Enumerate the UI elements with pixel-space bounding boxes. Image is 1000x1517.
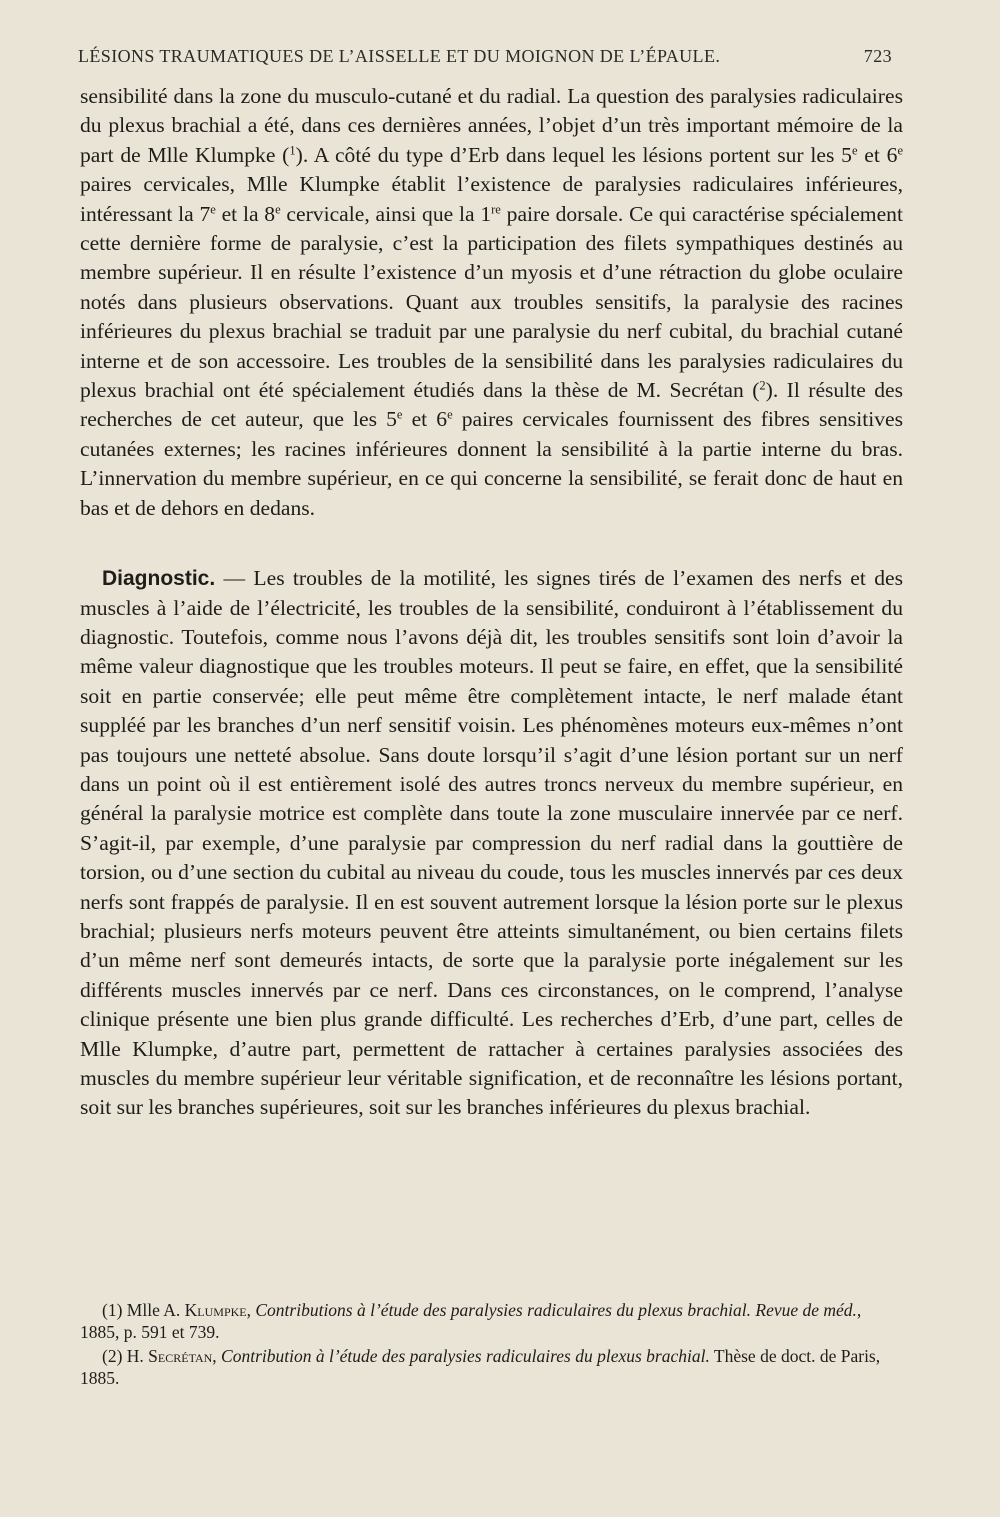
text-run: ). A côté du type d’Erb dans lequel les lésions portent sur les 5 (295, 142, 852, 167)
running-header (78, 46, 892, 67)
diagnostic-text: — Les troubles de la motilité, les signes tirés de l’examen des nerfs et des muscles à l’aide de l’électricité, les troubles de la sensibilité, conduiront à l’établissement du diagnostic. Toutefois, comme nous l’avons déjà dit, les troubles sensitifs sont loin d’avoir la même valeur diagnostique que les troubles moteurs. Il peut se faire, en effet, que la sensibilité soit en partie conservée; elle peut même être complètement intacte, le nerf malade étant suppléé par les branches d’un nerf sensitif voisin. Les phénomènes moteurs eux-mêmes n’ont pas toujours une netteté absolue. Sans doute lorsqu’il s’agit d’une lésion portant sur un nerf dans un point où il est entièrement isolé des autres troncs nerveux du membre supérieur, en général la paralysie motrice est complète dans toute la zone musculaire innervée par ce nerf. S’agit-il, par exemple, d’une paralysie par compression du nerf radial dans la gouttière de torsion, ou d’une section du cubital au niveau du coude, tous les muscles innervés par ces deux nerfs sont frappés de paralysie. Il en est souvent autrement lorsque la lésion porte sur le plexus brachial; plusieurs nerfs moteurs peuvent être atteints simultanément, ou bien certains filets d’un même nerf sont demeurés intacts, de sorte que la paralysie porte inégalement sur les différents muscles innervés par ce nerf. Dans ces circonstances, on le comprend, l’analyse clinique présente une bien plus grande difficulté. Les recherches d’Erb, d’une part, celles de Mlle Klumpke, d’autre part, permettent de rattacher à certaines paralysies associées des muscles du membre supérieur leur véritable signification, et de reconnaître les lésions portant, soit sur les branches supérieures, soit sur les branches inférieures du plexus brachial. (80, 566, 903, 1120)
footnote-author: Klumpke (184, 1300, 247, 1320)
text-run: et 6 (857, 142, 898, 167)
footnote-title: Contribution à l’étude des paralysies radiculaires du plexus brachial. (221, 1346, 710, 1366)
superscript: e (851, 143, 858, 158)
text-run: cervicale, ainsi que la 1 (280, 201, 492, 226)
footnote-ref-1: 1 (289, 143, 296, 158)
text-run: paires cervicales, Mlle Klumpke établit l’existence de paralysies radiculaires inférieures, intéressant la 7 (80, 172, 903, 226)
section-heading-diagnostic: Diagnostic. (102, 567, 216, 591)
text-run: ). Il résulte des recherches de cet auteur, que les 5 (80, 378, 903, 432)
paragraph-gap (80, 523, 903, 564)
text-run: et 6 (402, 407, 448, 432)
main-text (80, 82, 903, 1123)
superscript: e (210, 202, 216, 217)
footnotes (80, 1300, 903, 1389)
footnote-sep: , (246, 1300, 256, 1320)
footnote-ref-details: , 1885, p. 591 et 739. (80, 1300, 862, 1342)
page-number: 723 (863, 46, 892, 66)
footnote-author: Secrétan (148, 1346, 213, 1366)
footnote-2 (80, 1346, 903, 1389)
paragraph-sensibility (80, 82, 903, 523)
superscript: e (275, 202, 281, 217)
footnote-prefix: H. (122, 1346, 149, 1366)
superscript: e (447, 407, 453, 422)
footnote-ref-details: Thèse de doct. de Paris, 1885. (80, 1346, 881, 1388)
text-run: sensibilité dans la zone du musculo-cutané et du radial. La question des paralysies radiculaires du plexus brachial a été, dans ces dernières années, l’objet d’un très important mémoire de la part de Mlle Klumpke ( (80, 84, 903, 167)
text-run: paires cervicales fournissent des fibres sensitives cutanées externes; les racines inférieures donnent la sensibilité à la partie interne du bras. L’innervation du membre supérieur, en ce qui concerne la sensibilité, se ferait donc de haut en bas et de dehors en dedans. (80, 407, 903, 520)
footnote-ref-2: 2 (759, 378, 766, 393)
footnote-prefix: Mlle A. (122, 1300, 185, 1320)
superscript: e (396, 407, 403, 422)
footnote-title: Contributions à l’étude des paralysies radiculaires du plexus brachial. Revue de méd. (255, 1300, 857, 1320)
footnote-sep: , (212, 1346, 222, 1366)
superscript: e (897, 143, 903, 158)
footnote-marker: (2) (102, 1346, 123, 1366)
running-title: LÉSIONS TRAUMATIQUES DE L’AISSELLE ET DU MOIGNON DE L’ÉPAULE. (78, 46, 721, 66)
text-run: paire dorsale. Ce qui caractérise spécialement cette dernière forme de paralysie, c’est la participation des filets sympathiques destinés au membre supérieur. Il en résulte l’existence d’un myosis et d’une rétraction du globe oculaire notés dans plusieurs observations. Quant aux troubles sensitifs, la paralysie des racines inférieures du plexus brachial se traduit par une paralysie du nerf cubital, du brachial cutané interne et de son accessoire. Les troubles de la sensibilité dans les paralysies radiculaires du plexus brachial ont été spécialement étudiés dans la thèse de M. Secrétan ( (80, 201, 903, 403)
footnote-marker: (1) (102, 1300, 123, 1320)
text-run: et la 8 (215, 201, 276, 226)
footnote-1 (80, 1300, 903, 1343)
superscript: re (491, 202, 501, 217)
paragraph-diagnostic (80, 564, 903, 1123)
